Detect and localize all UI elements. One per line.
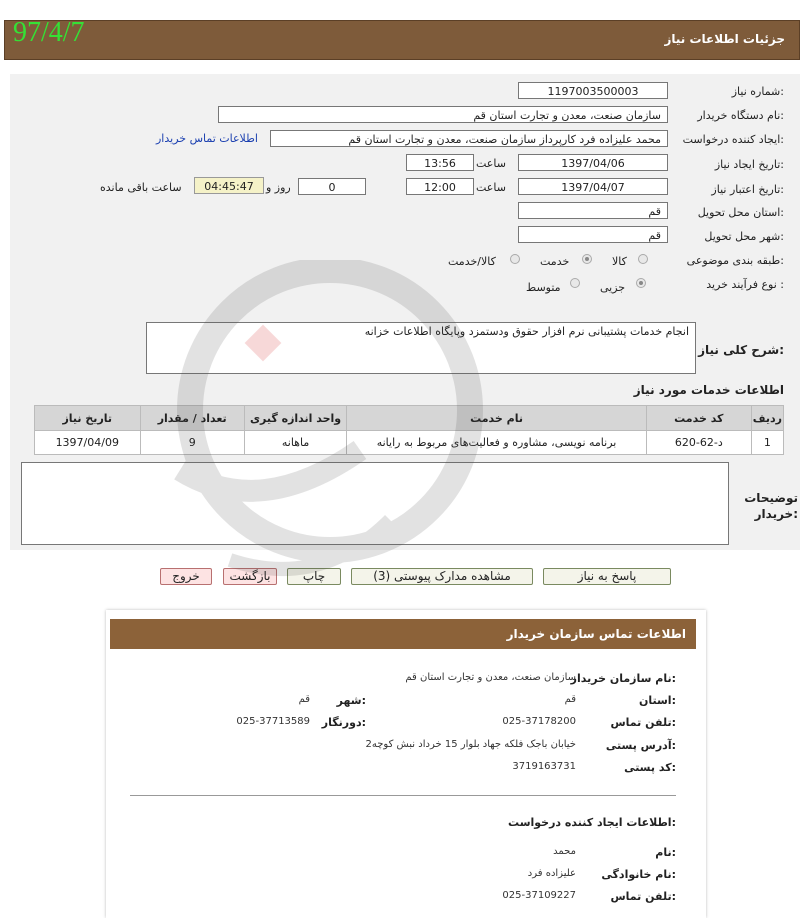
contact-header [110, 619, 696, 649]
city-field: قم [518, 226, 668, 243]
buyer-contact-link[interactable]: اطلاعات تماس خریدار [156, 132, 258, 145]
requester-field: محمد علیزاده فرد کارپرداز سازمان صنعت، معدن و تجارت استان قم [270, 130, 668, 147]
days-label: روز و [266, 181, 291, 194]
process-minor-label: جزیی [600, 281, 626, 294]
col-unit: واحد اندازه گیری [244, 406, 346, 431]
creator-family-label: نام خانوادگی: [601, 868, 676, 881]
requester-label: ایجاد کننده درخواست: [682, 133, 784, 146]
col-date: تاریخ نیاز [35, 406, 141, 431]
contact-title: اطلاعات تماس سازمان خریدار [506, 627, 686, 641]
contact-org-label: نام سازمان خریدار: [570, 672, 676, 685]
created-time-label: ساعت [476, 157, 506, 170]
buyer-org-label: نام دستگاه خریدار: [697, 109, 784, 122]
contact-org-value: سازمان صنعت، معدن و تجارت استان قم [405, 672, 576, 683]
contact-phone-value: 025-37178200 [502, 716, 576, 727]
category-service-radio[interactable] [582, 254, 592, 264]
contact-address-label: آدرس پستی: [605, 739, 676, 752]
creator-name-label: نام: [655, 846, 676, 859]
contact-postal-value: 3719163731 [512, 761, 576, 772]
created-date-label: تاریخ ایجاد نیاز: [714, 158, 784, 171]
cell-row: 1 [751, 431, 783, 455]
services-table [34, 405, 784, 455]
col-row: ردیف [751, 406, 783, 431]
contact-fax-label: دورنگار: [321, 716, 366, 729]
category-both-radio[interactable] [510, 254, 520, 264]
contact-province-label: استان: [638, 694, 676, 707]
category-service-label: خدمت [540, 255, 570, 268]
validity-date-label: تاریخ اعتبار نیاز: [711, 183, 784, 196]
buyer-org-field: سازمان صنعت، معدن و تجارت استان قم [218, 106, 668, 123]
category-both-label: کالا/خدمت [448, 255, 496, 268]
cell-qty: 9 [140, 431, 244, 455]
buyer-notes-textarea [21, 462, 729, 545]
exit-button[interactable]: خروج [160, 568, 212, 585]
services-title: اطلاعات خدمات مورد نیاز [633, 383, 784, 397]
category-goods-radio[interactable] [638, 254, 648, 264]
creator-title: اطلاعات ایجاد کننده درخواست: [508, 816, 676, 829]
province-label: استان محل تحویل: [697, 206, 784, 219]
contact-province-value: قم [564, 694, 576, 705]
cell-unit: ماهانه [244, 431, 346, 455]
back-button[interactable]: بازگشت [223, 568, 277, 585]
need-number-label: شماره نیاز: [731, 85, 784, 98]
need-number-field: 1197003500003 [518, 82, 668, 99]
process-minor-radio[interactable] [636, 278, 646, 288]
remaining-days-field: 0 [298, 178, 366, 195]
contact-fax-value: 025-37713589 [236, 716, 310, 727]
remaining-label: ساعت باقی مانده [100, 181, 182, 194]
created-date-field: 1397/04/06 [518, 154, 668, 171]
validity-time-field: 12:00 [406, 178, 474, 195]
description-textarea [146, 322, 696, 374]
cell-name: برنامه نویسی، مشاوره و فعالیت‌های مربوط به رایانه [347, 431, 647, 455]
city-label: شهر محل تحویل: [704, 230, 784, 243]
col-qty: تعداد / مقدار [140, 406, 244, 431]
category-goods-label: کالا [612, 255, 627, 268]
page-header [4, 17, 800, 60]
validity-time-label: ساعت [476, 181, 506, 194]
table-row [35, 431, 784, 455]
page-title: جزئیات اطلاعات نیاز [664, 32, 785, 46]
cell-code: د-62-620 [646, 431, 751, 455]
creator-phone-label: تلفن تماس: [610, 890, 676, 903]
view-documents-button[interactable]: مشاهده مدارک پیوستی (3) [351, 568, 533, 585]
table-header-row [35, 406, 784, 431]
creator-name-value: محمد [553, 846, 576, 857]
contact-phone-label: تلفن تماس: [610, 716, 676, 729]
contact-address-value: خیابان باجک فلکه جهاد بلوار 15 خرداد نبش کوچه2 [365, 739, 576, 750]
contact-postal-label: کد پستی: [624, 761, 676, 774]
col-code: کد خدمت [646, 406, 751, 431]
validity-date-field: 1397/04/07 [518, 178, 668, 195]
buyer-notes-label: توضیحات خریدار: [744, 491, 798, 521]
description-text: انجام خدمات پشتیبانی نرم افزار حقوق ودستمزد وپایگاه اطلاعات خزانه [364, 325, 689, 338]
contact-divider [130, 795, 676, 796]
category-label: طبقه بندی موضوعی: [686, 254, 784, 267]
date-overlay: 97/4/7 [13, 17, 85, 48]
process-label: نوع فرآیند خرید : [706, 278, 784, 291]
created-time-field: 13:56 [406, 154, 474, 171]
cell-date: 1397/04/09 [35, 431, 141, 455]
contact-city-value: قم [298, 694, 310, 705]
contact-city-label: شهر: [336, 694, 366, 707]
process-medium-radio[interactable] [570, 278, 580, 288]
remaining-time-field: 04:45:47 [194, 177, 264, 194]
creator-phone-value: 025-37109227 [502, 890, 576, 901]
description-label: شرح کلی نیاز: [698, 343, 784, 357]
province-field: قم [518, 202, 668, 219]
col-name: نام خدمت [347, 406, 647, 431]
process-medium-label: متوسط [526, 281, 561, 294]
reply-button[interactable]: پاسخ به نیاز [543, 568, 671, 585]
print-button[interactable]: چاپ [287, 568, 341, 585]
creator-family-value: علیزاده فرد [527, 868, 576, 879]
